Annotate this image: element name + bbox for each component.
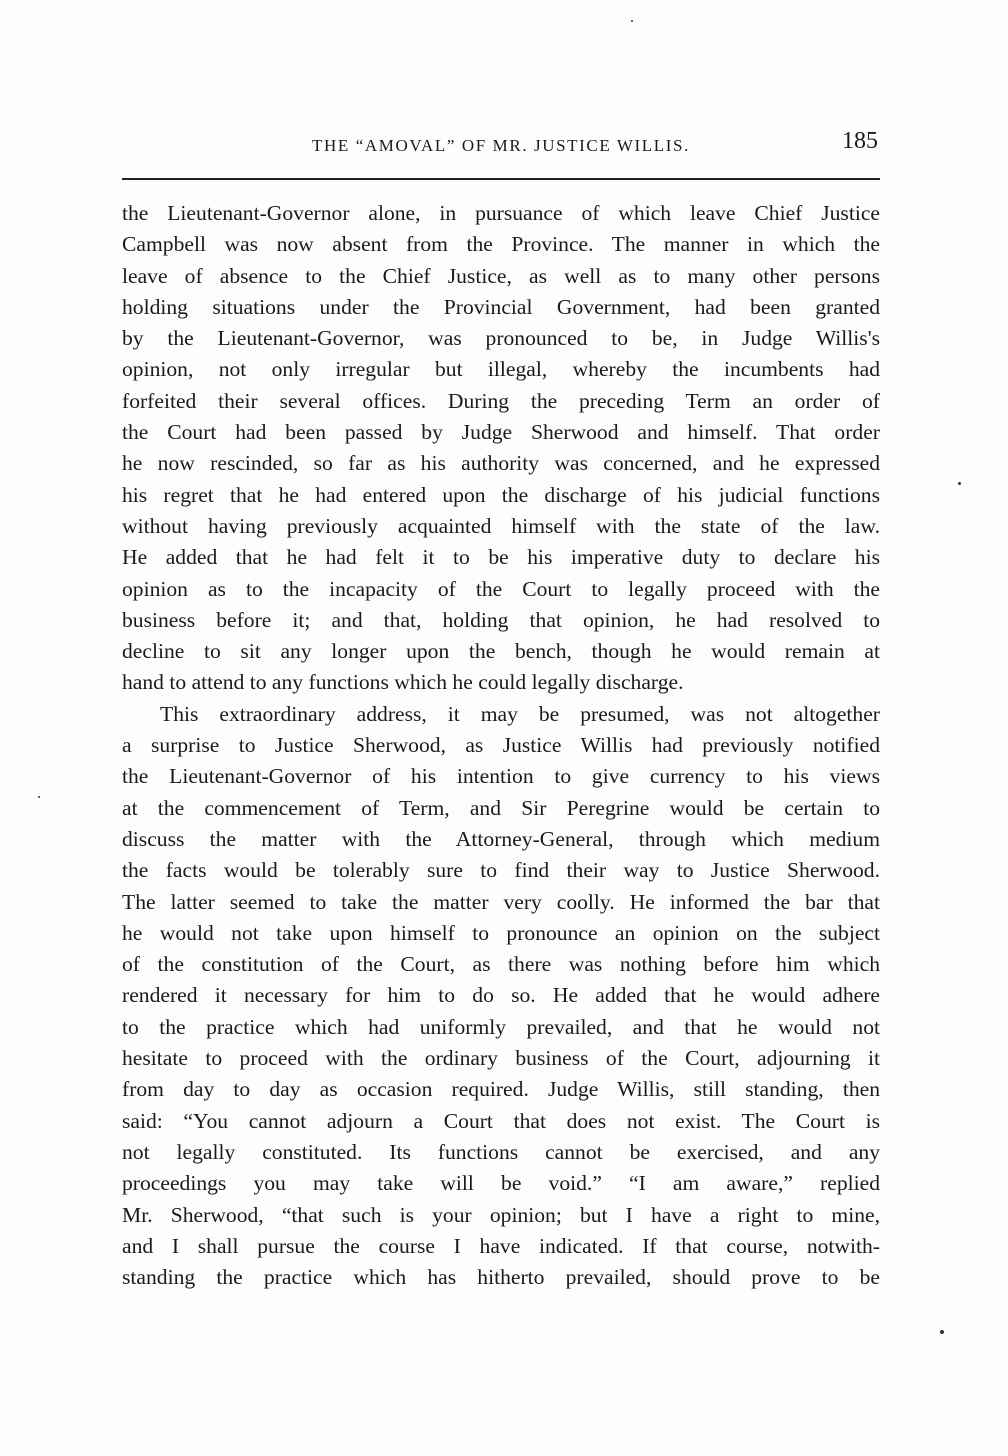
text-line: and I shall pursue the course I have indicated. If that course, notwith- <box>122 1233 880 1258</box>
text-line: Mr. Sherwood, “that such is your opinion; but I have a right to mine, <box>122 1202 880 1227</box>
text-line: opinion as to the incapacity of the Court to legally proceed with the <box>122 576 880 601</box>
body-text <box>122 198 880 1293</box>
text-line: leave of absence to the Chief Justice, as well as to many other persons <box>122 263 880 288</box>
text-line: decline to sit any longer upon the bench, though he would remain at <box>122 639 880 664</box>
page-number: 185 <box>842 128 878 154</box>
text-line: from day to day as occasion required. Judge Willis, still standing, then <box>122 1077 880 1102</box>
text-line: the facts would be tolerably sure to find their way to Justice Sherwood. <box>122 858 880 883</box>
text-line: without having previously acquainted himself with the state of the law. <box>122 513 880 538</box>
text-line: to the practice which had uniformly prevailed, and that he would not <box>122 1014 880 1039</box>
scan-speck <box>940 1330 944 1334</box>
scan-speck <box>631 20 633 22</box>
text-line: he now rescinded, so far as his authority was concerned, and he expressed <box>122 451 880 476</box>
running-head: THE “AMOVAL” OF MR. JUSTICE WILLIS. <box>312 136 690 155</box>
text-line: forfeited their several offices. During the preceding Term an order of <box>122 388 880 413</box>
text-line: the Court had been passed by Judge Sherwood and himself. That order <box>122 420 880 445</box>
text-line: Campbell was now absent from the Province. The manner in which the <box>122 232 880 257</box>
text-line: discuss the matter with the Attorney-General, through which medium <box>122 826 880 851</box>
text-line: he would not take upon himself to pronounce an opinion on the subject <box>122 920 880 945</box>
text-line: He added that he had felt it to be his imperative duty to declare his <box>122 545 880 570</box>
text-line: business before it; and that, holding that opinion, he had resolved to <box>122 607 880 632</box>
text-line: holding situations under the Provincial Government, had been granted <box>122 294 880 319</box>
text-line: This extraordinary address, it may be presumed, was not altogether <box>160 701 880 726</box>
scan-speck <box>958 482 961 485</box>
page-header <box>122 128 880 162</box>
text-line: not legally constituted. Its functions cannot be exercised, and any <box>122 1139 880 1164</box>
text-line: The latter seemed to take the matter very coolly. He informed the bar that <box>122 889 880 914</box>
text-line: standing the practice which has hitherto prevailed, should prove to be <box>122 1265 880 1290</box>
text-line: proceedings you may take will be void.” “I am aware,” replied <box>122 1171 880 1196</box>
text-line: by the Lieutenant-Governor, was pronounced to be, in Judge Willis's <box>122 326 880 351</box>
header-rule <box>122 178 880 180</box>
text-line: hand to attend to any functions which he could legally discharge. <box>122 670 684 695</box>
text-line: at the commencement of Term, and Sir Peregrine would be certain to <box>122 795 880 820</box>
text-line: the Lieutenant-Governor of his intention to give currency to his views <box>122 764 880 789</box>
text-line: rendered it necessary for him to do so. He added that he would adhere <box>122 983 880 1008</box>
text-line: a surprise to Justice Sherwood, as Justice Willis had previously notified <box>122 733 880 758</box>
text-line: the Lieutenant-Governor alone, in pursuance of which leave Chief Justice <box>122 201 880 225</box>
text-line: said: “You cannot adjourn a Court that does not exist. The Court is <box>122 1108 880 1133</box>
text-line: hesitate to proceed with the ordinary business of the Court, adjourning it <box>122 1046 880 1071</box>
text-line: of the constitution of the Court, as there was nothing before him which <box>122 952 880 977</box>
scan-speck <box>38 796 40 798</box>
text-line: his regret that he had entered upon the discharge of his judicial functions <box>122 482 880 507</box>
text-line: opinion, not only irregular but illegal, whereby the incumbents had <box>122 357 880 382</box>
